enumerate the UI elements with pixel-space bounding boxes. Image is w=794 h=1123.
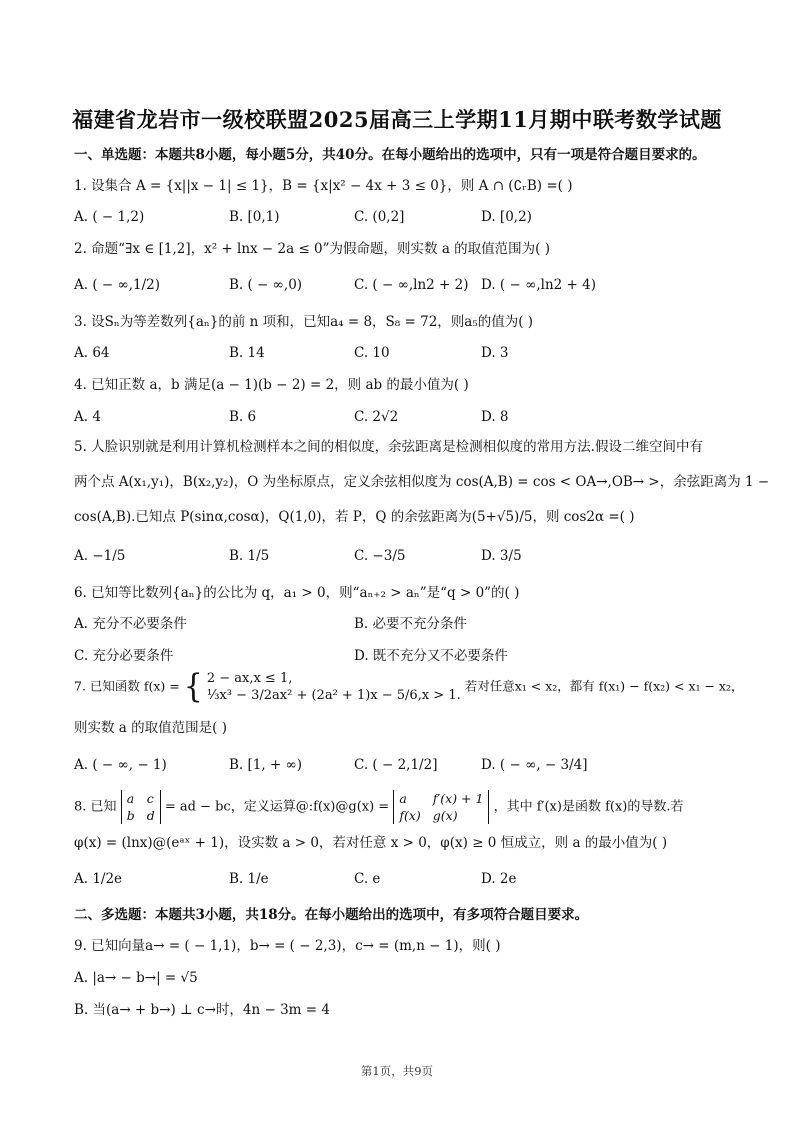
question-6-stem: 6. 已知等比数列{aₙ}的公比为 q，a₁ > 0，则“aₙ₊₂ > aₙ”是“q > 0”的( ) — [74, 585, 520, 601]
question-8-mid: = ad − bc，定义运算@:f(x)@g(x) = — [164, 799, 390, 815]
question-9-option-a: A. |a→ − b→| = √5 — [74, 970, 198, 986]
question-8-prefix: 8. 已知 — [74, 799, 117, 815]
question-4-option-b: B. 6 — [229, 409, 257, 425]
question-2-option-b: B. ( − ∞,0) — [229, 277, 303, 293]
question-4-option-c: C. 2√2 — [354, 409, 399, 425]
question-3-option-b: B. 14 — [229, 345, 265, 361]
question-5-option-b: B. 1/5 — [229, 548, 270, 564]
matrix-fprime: f′(x) + 1 — [432, 791, 484, 806]
question-4-option-d: D. 8 — [481, 409, 509, 425]
question-1-option-c: C. (0,2] — [354, 209, 405, 225]
question-7-suffix: 若对任意x₁ < x₂，都有 f(x₁) − f(x₂) < x₁ − x₂， — [464, 678, 744, 694]
question-3-option-a: A. 64 — [74, 345, 110, 361]
question-4-stem: 4. 已知正数 a，b 满足(a − 1)(b − 2) = 2，则 ab 的最小值为( ) — [74, 377, 469, 393]
det-d: d — [146, 808, 155, 823]
question-3-option-d: D. 3 — [481, 345, 509, 361]
piecewise-case-2: ⅓x³ − 3/2ax² + (2a² + 1)x − 5/6,x > 1. — [206, 688, 461, 703]
question-5-option-a: A. −1/5 — [74, 548, 126, 564]
question-7-option-c: C. ( − 2,1/2] — [354, 757, 438, 773]
question-8-option-c: C. e — [354, 871, 381, 887]
determinant-2x2 — [121, 790, 161, 824]
question-8-option-d: D. 2e — [481, 871, 517, 887]
question-1-option-a: A. ( − 1,2) — [74, 209, 145, 225]
piecewise-cases — [207, 670, 461, 704]
question-8-stem — [74, 790, 684, 824]
question-7-option-a: A. ( − ∞, − 1) — [74, 757, 167, 773]
section-1-header: 一、单选题：本题共8小题，每小题5分，共40分。在每小题给出的选项中，只有一项是符合题目要求的。 — [74, 147, 706, 163]
question-6-option-a: A. 充分不必要条件 — [74, 616, 187, 632]
question-5-line-1: 5. 人脸识别就是利用计算机检测样本之间的相似度，余弦距离是检测相似度的常用方法.假设二维空间中有 — [74, 439, 703, 455]
question-7-prefix: 7. 已知函数 f(x) = — [74, 678, 180, 694]
det-b: b — [126, 808, 135, 823]
question-2-stem: 2. 命题“∃x ∈ [1,2]，x² + lnx − 2a ≤ 0”为假命题，则实数 a 的取值范围为( ) — [74, 241, 551, 257]
matrix-g: g(x) — [432, 808, 458, 823]
page-title: 福建省龙岩市一级校联盟2025届高三上学期11月期中联考数学试题 — [72, 107, 722, 132]
question-8-option-b: B. 1/e — [229, 871, 269, 887]
operation-matrix — [393, 790, 489, 824]
question-5-option-d: D. 3/5 — [481, 548, 522, 564]
question-1-option-b: B. [0,1) — [229, 209, 280, 225]
question-8-option-a: A. 1/2e — [74, 871, 123, 887]
matrix-f: f(x) — [399, 808, 421, 823]
question-9-option-b: B. 当(a→ + b→) ⊥ c→时，4n − 3m = 4 — [74, 1002, 330, 1018]
det-c: c — [146, 791, 154, 806]
question-1-option-d: D. [0,2) — [481, 209, 532, 225]
piecewise-brace: { — [183, 667, 203, 706]
question-7-option-b: B. [1, + ∞) — [229, 757, 303, 773]
question-7-line-2: 则实数 a 的取值范围是( ) — [74, 720, 227, 736]
question-6-option-d: D. 既不充分又不必要条件 — [354, 648, 508, 664]
question-5-line-2: 两个点 A(x₁,y₁)，B(x₂,y₂)，O 为坐标原点，定义余弦相似度为 cos(A,B) = cos < OA→,OB→ >，余弦距离为 1 − — [74, 474, 770, 490]
question-9-stem: 9. 已知向量a→ = ( − 1,1)，b→ = ( − 2,3)，c→ = (m,n − 1)，则( ) — [74, 938, 501, 954]
question-3-stem: 3. 设Sₙ为等差数列{aₙ}的前 n 项和，已知a₄ = 8，S₈ = 72，则a₅的值为( ) — [74, 314, 534, 330]
question-2-option-a: A. ( − ∞,1/2) — [74, 277, 161, 293]
question-5-line-3: cos(A,B).已知点 P(sinα,cosα)，Q(1,0)，若 P，Q 的余弦距离为(5+√5)/5，则 cos2α =( ) — [74, 509, 635, 525]
question-7-stem — [74, 667, 744, 706]
section-2-header: 二、多选题：本题共3小题，共18分。在每小题给出的选项中，有多项符合题目要求。 — [74, 907, 589, 923]
question-4-option-a: A. 4 — [74, 409, 101, 425]
question-1-stem: 1. 设集合 A = {x||x − 1| ≤ 1}，B = {x|x² − 4x + 3 ≤ 0}，则 A ∩ (∁ᵣB) =( ) — [74, 178, 573, 194]
question-2-option-d: D. ( − ∞,ln2 + 4) — [481, 277, 596, 293]
det-a: a — [126, 791, 135, 806]
question-7-option-d: D. ( − ∞, − 3/4] — [481, 757, 588, 773]
question-6-option-c: C. 充分必要条件 — [74, 648, 174, 664]
piecewise-case-1: 2 − ax,x ≤ 1, — [206, 671, 293, 686]
question-8-suffix: ，其中 f′(x)是函数 f(x)的导数.若 — [493, 799, 684, 815]
question-5-option-c: C. −3/5 — [354, 548, 406, 564]
question-8-line-2: φ(x) = (lnx)@(eᵃˣ + 1)，设实数 a > 0，若对任意 x > 0，φ(x) ≥ 0 恒成立，则 a 的最小值为( ) — [74, 835, 668, 851]
question-3-option-c: C. 10 — [354, 345, 390, 361]
question-6-option-b: B. 必要不充分条件 — [354, 616, 468, 632]
question-2-option-c: C. ( − ∞,ln2 + 2) — [354, 277, 469, 293]
page-footer: 第1页，共9页 — [360, 1064, 434, 1078]
matrix-a: a — [399, 791, 407, 806]
